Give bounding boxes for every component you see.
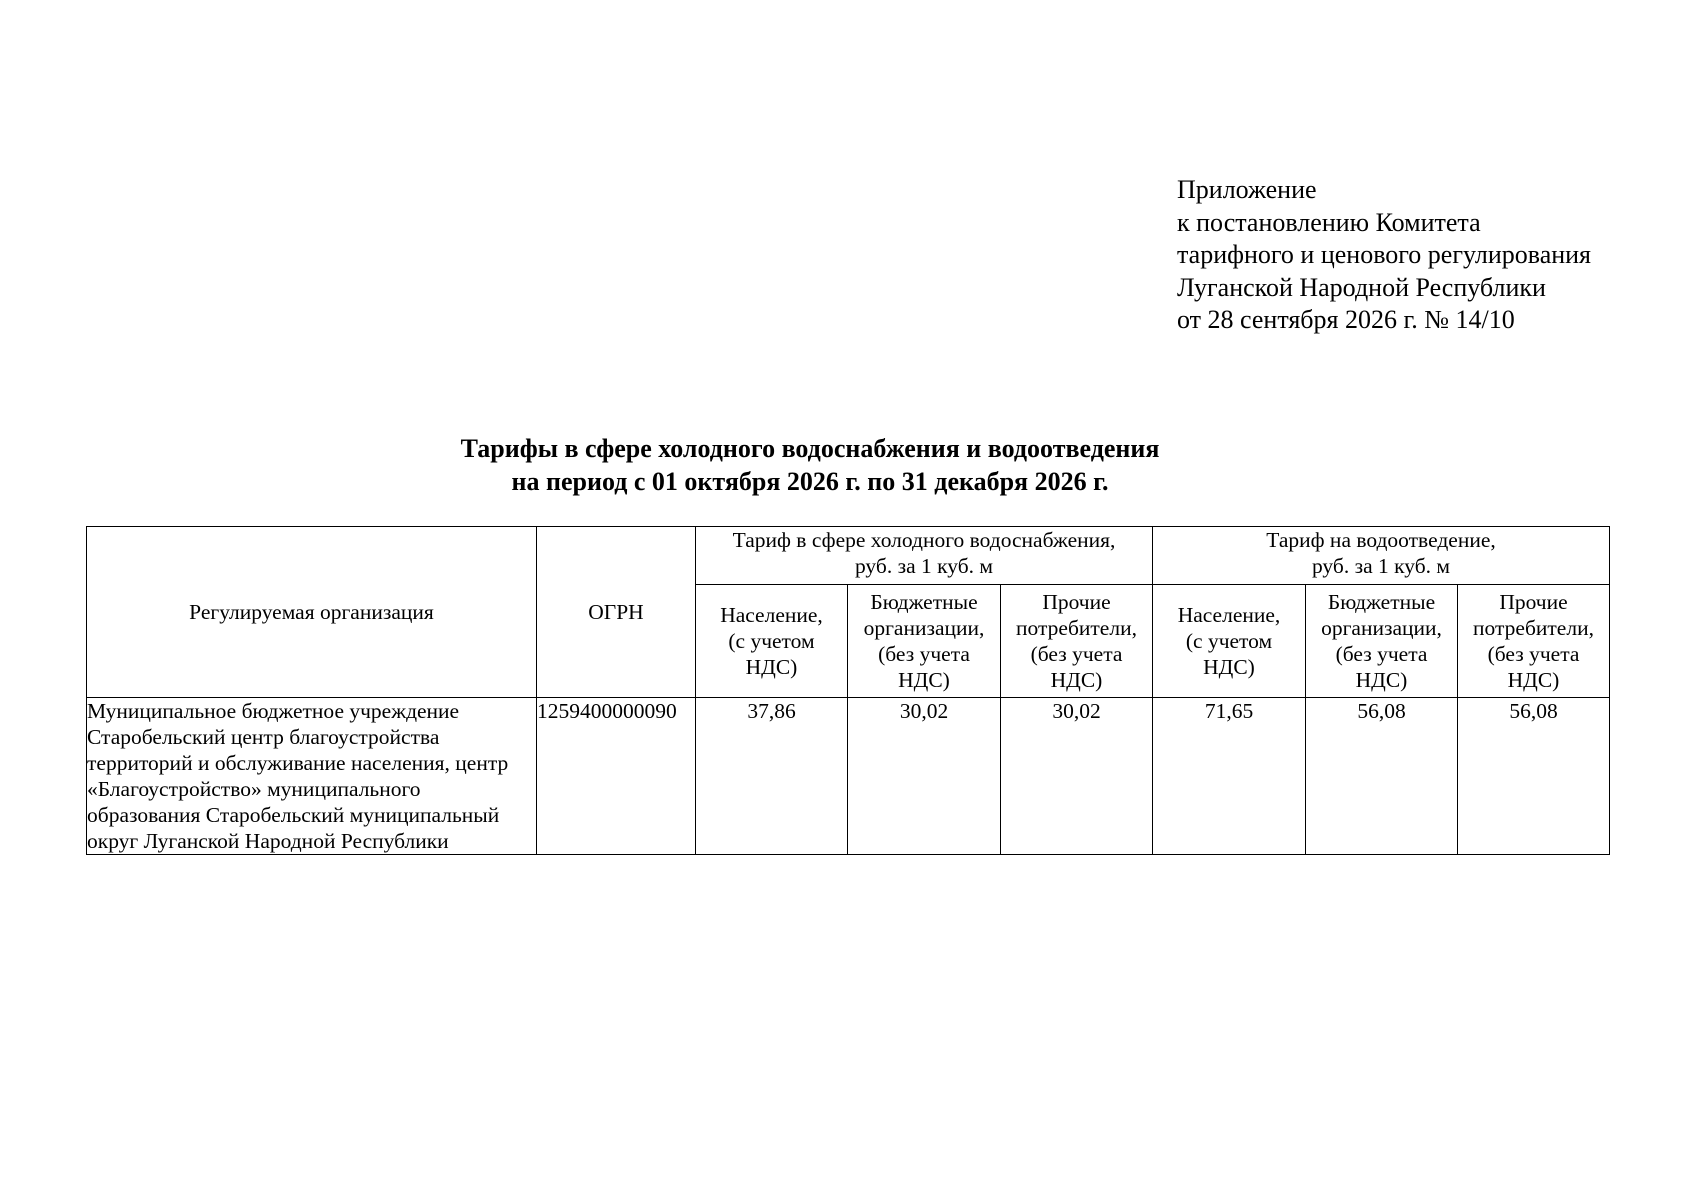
appendix-line-3: тарифного и ценового регулирования <box>1177 240 1592 269</box>
subheader-text: Прочие <box>1499 590 1568 614</box>
title-line-2: на период с 01 октября 2026 г. по 31 декабря 2026 г. <box>511 466 1109 496</box>
group-header-sewage-line-1: Тариф на водоотведение, <box>1266 528 1496 552</box>
org-name-line: округ Луганской Народной Республики <box>87 829 449 853</box>
cell-sewage-population: 71,65 <box>1153 698 1306 855</box>
subheader-text: Прочие <box>1042 590 1111 614</box>
appendix-line-1: Приложение <box>1177 175 1317 204</box>
subheader-text: Население, <box>720 603 823 627</box>
org-name-line: образования Старобельский муниципальный <box>87 803 500 827</box>
tariffs-table <box>86 526 1610 855</box>
subheader-text: НДС) <box>898 668 950 692</box>
column-header-organization: Регулируемая организация <box>87 527 537 698</box>
subheader-text: НДС) <box>745 655 798 679</box>
appendix-line-2: к постановлению Комитета <box>1177 207 1481 237</box>
group-header-cold-water <box>696 527 1153 585</box>
subheader-text: (с учетом <box>1185 629 1273 653</box>
subheader-text: (без учета <box>878 642 970 666</box>
subheader-water-budget <box>848 585 1001 698</box>
subheader-water-other <box>1001 585 1153 698</box>
subheader-text: Население, <box>1177 603 1281 627</box>
subheader-water-population <box>696 585 848 698</box>
group-header-cold-water-line-2: руб. за 1 куб. м <box>854 554 994 578</box>
subheader-text: НДС) <box>1507 668 1560 692</box>
subheader-text: организации, <box>1321 616 1442 640</box>
cell-water-population: 37,86 <box>696 698 848 855</box>
column-header-ogrn: ОГРН <box>537 527 696 698</box>
group-header-cold-water-line-1: Тариф в сфере холодного водоснабжения, <box>732 528 1116 552</box>
subheader-sewage-population <box>1153 585 1306 698</box>
org-name-line: Муниципальное бюджетное учреждение <box>87 699 460 723</box>
appendix-block <box>1177 174 1591 337</box>
cell-sewage-budget: 56,08 <box>1306 698 1458 855</box>
org-name-line: Старобельский центр благоустройства <box>87 725 440 749</box>
group-header-sewage-line-2: руб. за 1 куб. м <box>1311 554 1451 578</box>
subheader-text: НДС) <box>1050 668 1103 692</box>
document-title <box>460 433 1160 498</box>
header-row-groups <box>87 527 1610 585</box>
subheader-text: (без учета <box>1335 642 1428 666</box>
appendix-line-4: Луганской Народной Республики <box>1177 272 1546 302</box>
subheader-text: организации, <box>863 616 985 640</box>
subheader-text: НДС) <box>1355 668 1408 692</box>
subheader-sewage-budget <box>1306 585 1458 698</box>
org-name-line: «Благоустройство» муниципального <box>87 777 421 801</box>
group-header-sewage <box>1153 527 1610 585</box>
cell-ogrn: 1259400000090 <box>537 698 696 855</box>
org-name-line: территорий и обслуживание населения, центр <box>87 751 509 775</box>
cell-sewage-other: 56,08 <box>1458 698 1610 855</box>
table-row <box>87 698 1610 855</box>
subheader-text: Бюджетные <box>1327 590 1436 614</box>
title-line-1: Тарифы в сфере холодного водоснабжения и водоотведения <box>460 434 1160 463</box>
subheader-sewage-other <box>1458 585 1610 698</box>
subheader-text: потребители, <box>1016 616 1137 640</box>
subheader-text: потребители, <box>1473 616 1594 640</box>
cell-water-other: 30,02 <box>1001 698 1153 855</box>
subheader-text: (с учетом <box>728 629 815 653</box>
cell-water-budget: 30,02 <box>848 698 1001 855</box>
subheader-text: (без учета <box>1487 642 1580 666</box>
subheader-text: (без учета <box>1030 642 1123 666</box>
appendix-line-5: от 28 сентября 2026 г. № 14/10 <box>1177 305 1515 334</box>
subheader-text: Бюджетные <box>870 590 978 614</box>
subheader-text: НДС) <box>1203 655 1255 679</box>
cell-organization-name <box>87 698 537 855</box>
